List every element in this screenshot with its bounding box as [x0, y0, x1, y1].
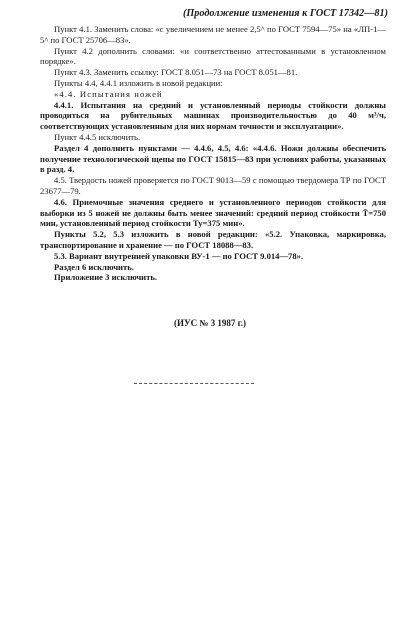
- paragraph: Пункты 4.4, 4.4.1 изложить в новой редакции:: [54, 77, 223, 88]
- paragraph: Пункты 5.2, 5.3 изложить в новой редакции: «5.2. Упаковка, маркировка, транспортирование и хранение — по ГОСТ 18088—83.: [40, 229, 386, 250]
- paragraph: Приложение 3 исключить.: [54, 272, 158, 283]
- paragraph: Пункт 4.1. Заменить слова: «с увеличением не менее 2,5^ по ГОСТ 7594—75» на «ЛП-1—5^ по ГОСТ 25706—83».: [40, 24, 386, 45]
- continuation-header: (Продолжение изменения к ГОСТ 17342—81): [182, 8, 388, 19]
- paragraph: Раздел 6 исключить.: [54, 261, 134, 272]
- divider-line: [134, 383, 254, 384]
- paragraph: Раздел 4 дополнить пунктами — 4.4.6, 4.5, 4.6: «4.4.6. Ножи должны обеспечить получение технологической щепы по ГОСТ 15815—83 при условиях работы, указанных в разд. 4.: [40, 142, 386, 175]
- paragraph: 4.5. Твердость ножей проверяется по ГОСТ 9013—59 с помощью твердомера ТР по ГОСТ 23677—79.: [40, 175, 386, 196]
- paragraph: «4.4. Испытания ножей: [54, 88, 163, 99]
- paragraph: Пункт 4.3. Заменить ссылку: ГОСТ 8.051—73 на ГОСТ 8.051—81.: [54, 67, 298, 78]
- paragraph: 5.3. Вариант внутренней упаковки ВУ-1 — по ГОСТ 9.014—78».: [54, 250, 304, 261]
- paragraph: 4.4.1. Испытания на средний и установленный периоды стойкости должны проводиться на рубительных машинах производительностью до 40 м³/ч, соответствующих установленным для них нормам точности и эксплуатации».: [40, 99, 386, 132]
- paragraph: Пункт 4.4.5 исключить.: [54, 131, 141, 142]
- paragraph: 4.6. Приемочные значения среднего и установленного периодов стойкости для выборки из 5 ножей не должны быть менее значений: средний период стойкости T̄=750 мин, установленный период стойкости Ту=375 мин».: [40, 196, 386, 229]
- paragraph: Пункт 4.2 дополнить словами: «и соответственно аттестованными в установленном порядке».: [40, 45, 386, 67]
- publication-reference: (ИУС № 3 1987 г.): [174, 318, 246, 328]
- amendment-text: [40, 24, 386, 283]
